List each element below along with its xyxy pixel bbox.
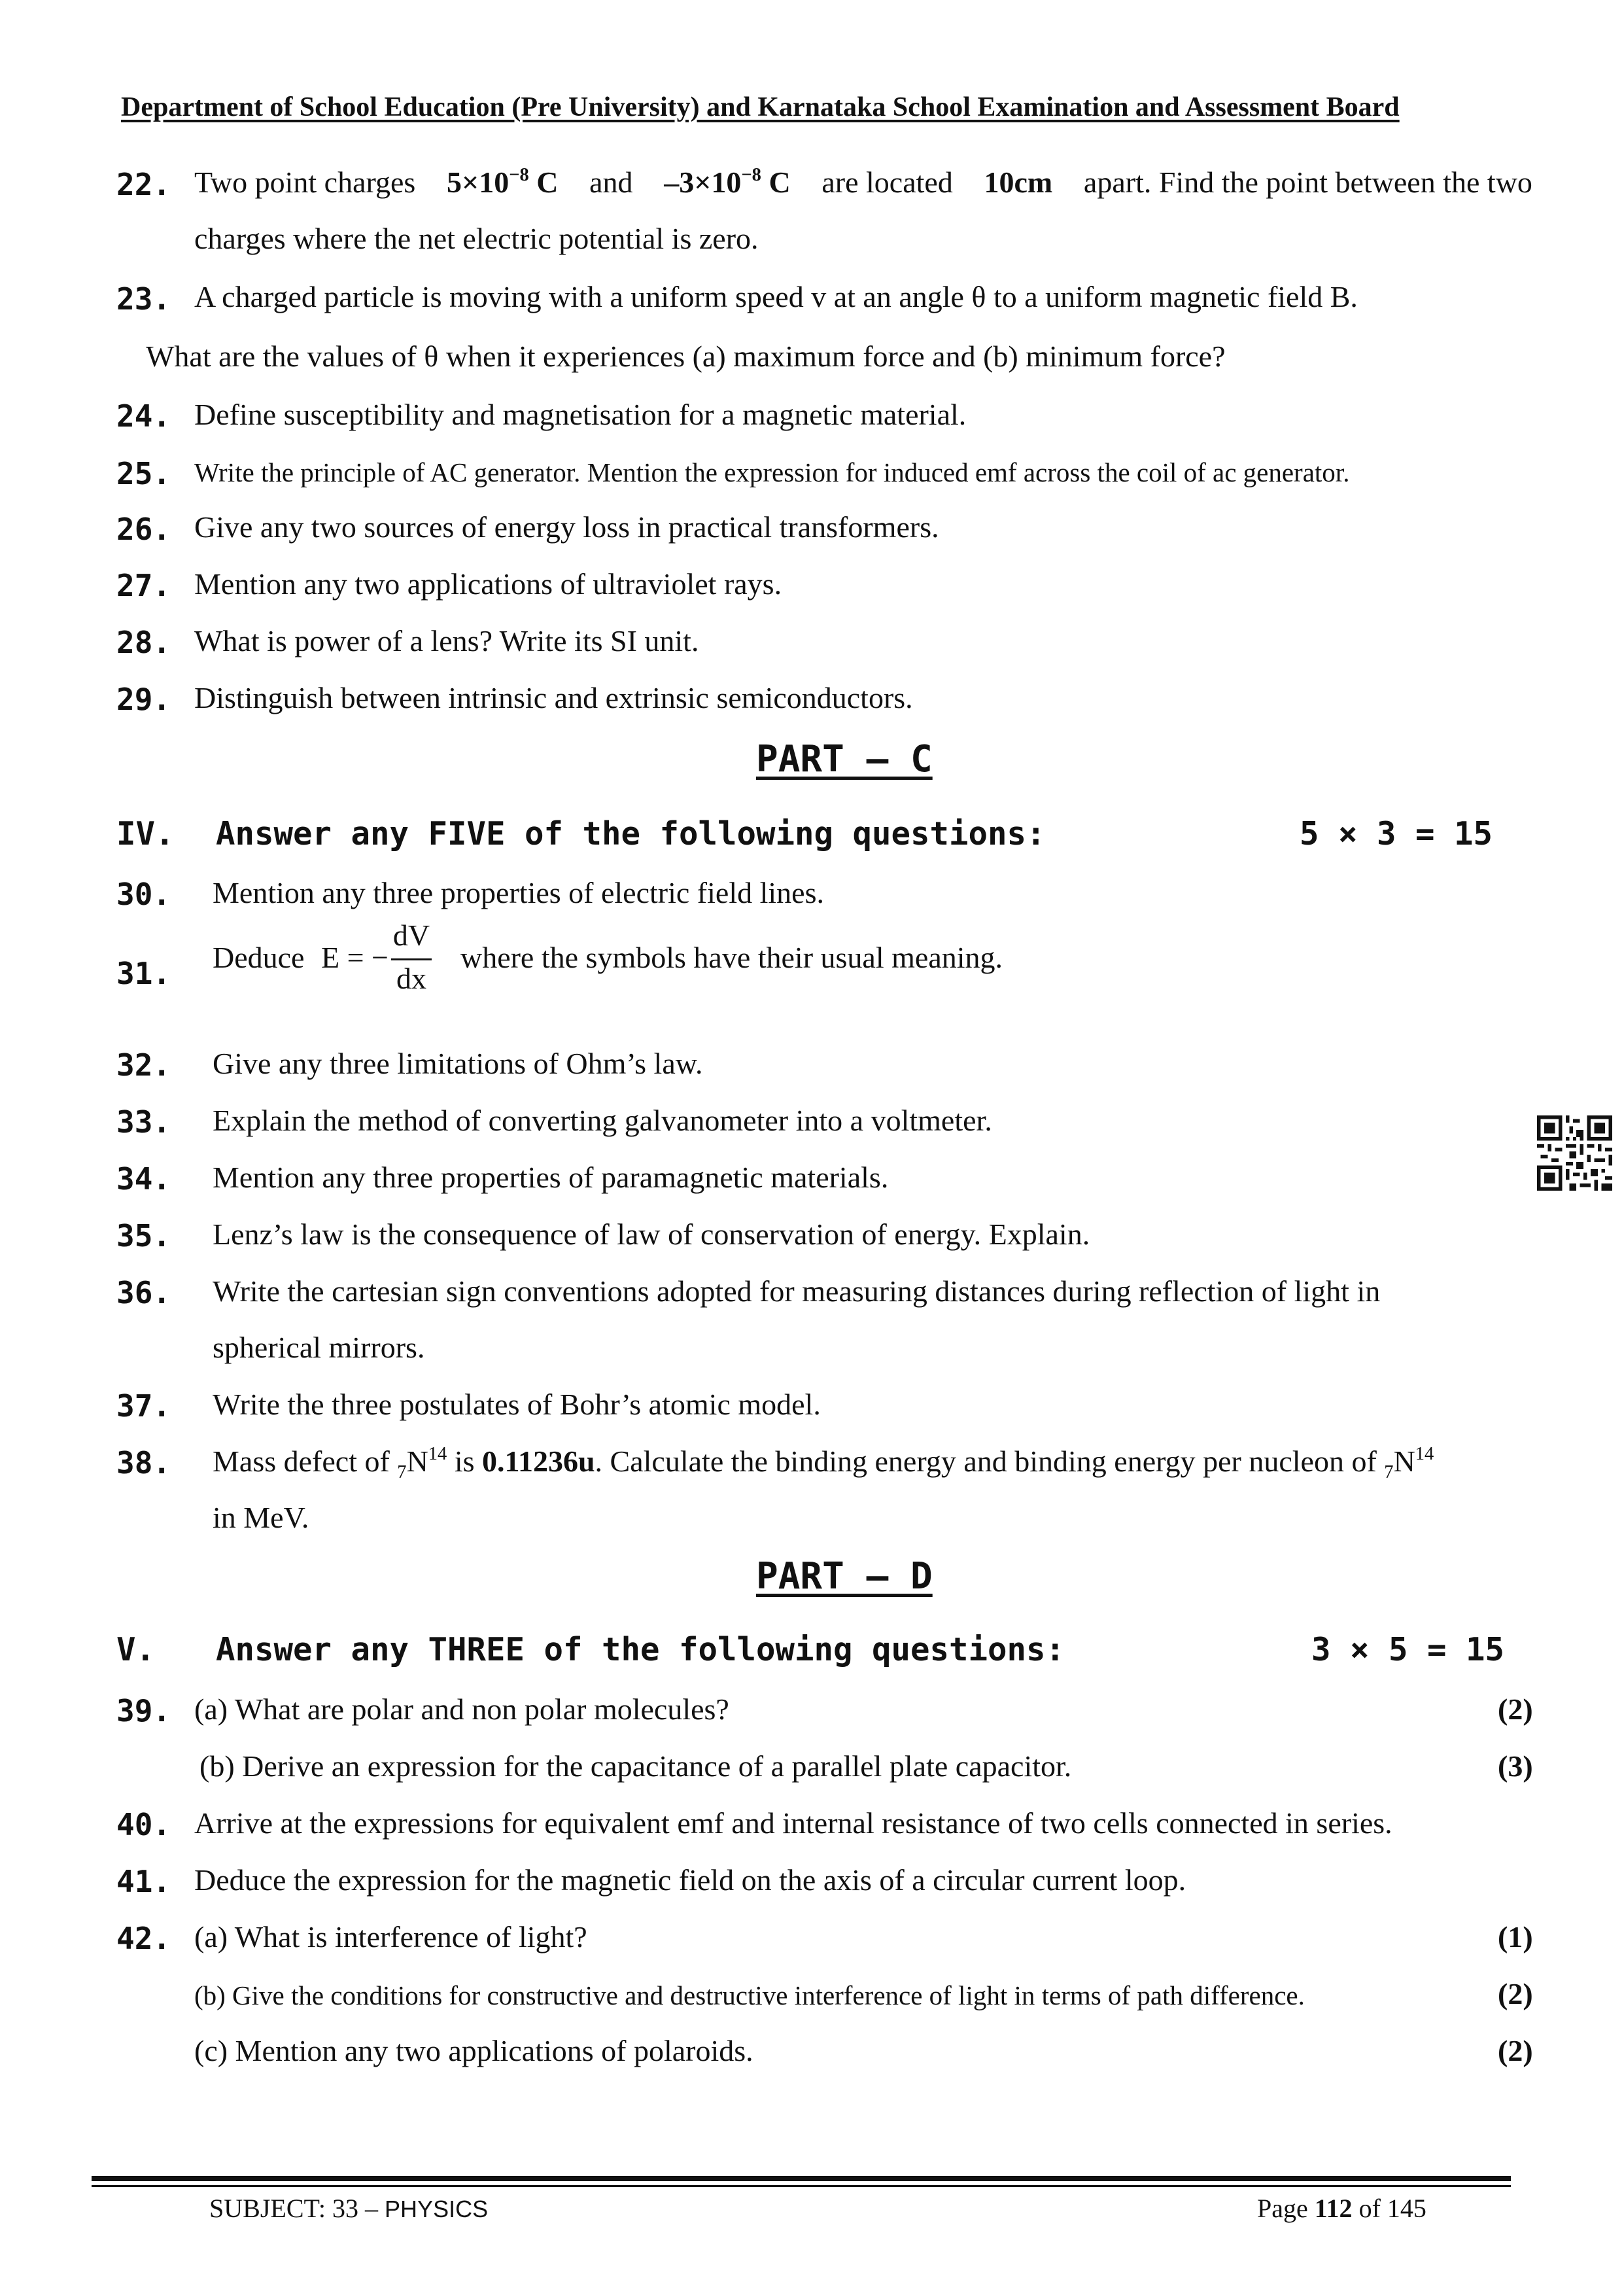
question-number: 37. <box>116 1388 171 1424</box>
question-number: 29. <box>116 682 171 717</box>
marks-badge: (2) <box>1498 1692 1533 1726</box>
element-symbol: N <box>1393 1445 1415 1478</box>
question-text: Mention any three properties of electric field lines. <box>213 876 824 909</box>
footer-subject <box>209 2193 488 2224</box>
question-31-text <box>213 915 1003 1000</box>
question-number: 42. <box>116 1921 171 1956</box>
distance-value: 10cm <box>984 166 1053 199</box>
charge-1 <box>447 165 558 200</box>
element-symbol: N <box>406 1445 428 1478</box>
question-number: 35. <box>116 1218 171 1253</box>
q31-post: where the symbols have their usual meaning. <box>460 940 1003 974</box>
question-text: Write the three postulates of Bohr’s atomic model. <box>213 1388 821 1421</box>
question-39a: (a) What are polar and non polar molecules? <box>194 1692 729 1726</box>
q31-lhs: E = − <box>320 940 389 974</box>
q22-text-d: apart. Find the point between the two <box>1076 166 1532 199</box>
question-number: 28. <box>116 625 171 660</box>
q22-text-c: are located <box>814 166 961 199</box>
mass-number: 14 <box>1415 1444 1434 1465</box>
question-number: 38. <box>116 1445 171 1480</box>
fraction-denominator: dx <box>396 962 426 995</box>
question-number: 25. <box>116 456 171 491</box>
charge-2-mantissa: –3×10 <box>664 166 742 199</box>
section-marks: 5 × 3 = 15 <box>1300 815 1493 852</box>
question-number: 33. <box>116 1104 171 1140</box>
qr-code-icon <box>1537 1115 1612 1191</box>
footer-rule-thin <box>92 2185 1511 2187</box>
question-text: Mention any three properties of paramagnetic materials. <box>213 1161 889 1194</box>
section-instruction: Answer any FIVE of the following questions: <box>216 815 1046 852</box>
question-23-line1: A charged particle is moving with a uniform speed v at an angle θ to a uniform magnetic field B. <box>194 280 1358 313</box>
question-number: 32. <box>116 1047 171 1083</box>
question-36-line1: Write the cartesian sign conventions adopted for measuring distances during reflection of light in <box>213 1274 1381 1308</box>
page-header: Department of School Education (Pre University) and Karnataka School Examination and Assessment Board <box>121 92 1400 122</box>
footer-page-suffix: of 145 <box>1352 2194 1426 2223</box>
footer-subject-prefix: SUBJECT: 33 – <box>209 2194 385 2223</box>
question-text: Distinguish between intrinsic and extrinsic semiconductors. <box>194 681 913 714</box>
question-42c: (c) Mention any two applications of polaroids. <box>194 2034 753 2067</box>
footer-page <box>1257 2193 1426 2224</box>
question-number: 22. <box>116 167 171 202</box>
charge-2-exponent: −8 <box>741 165 761 186</box>
part-d-title: PART – D <box>756 1555 933 1598</box>
question-number: 23. <box>116 281 171 317</box>
question-text: Deduce the expression for the magnetic field on the axis of a circular current loop. <box>194 1863 1186 1897</box>
question-number: 41. <box>116 1864 171 1899</box>
mass-number: 14 <box>428 1444 447 1465</box>
question-text: Define susceptibility and magnetisation for a magnetic material. <box>194 398 967 431</box>
question-number: 40. <box>116 1807 171 1842</box>
question-number: 24. <box>116 398 171 434</box>
question-text: Give any two sources of energy loss in practical transformers. <box>194 510 939 544</box>
q38-text-c: . Calculate the binding energy and binding energy per nucleon of <box>595 1445 1385 1478</box>
question-number: 36. <box>116 1275 171 1310</box>
charge-1-mantissa: 5×10 <box>446 166 510 199</box>
footer-page-number: 112 <box>1314 2194 1353 2223</box>
section-number: V. <box>116 1631 156 1668</box>
atomic-number: 7 <box>1384 1462 1394 1483</box>
footer-page-prefix: Page <box>1257 2194 1315 2223</box>
q31-pre: Deduce <box>213 940 312 974</box>
question-number: 27. <box>116 568 171 603</box>
question-22-line1 <box>194 165 1532 200</box>
question-text: Give any three limitations of Ohm’s law. <box>213 1047 703 1080</box>
section-number: IV. <box>116 815 175 852</box>
marks-badge: (2) <box>1498 1977 1533 2010</box>
fraction-bar <box>391 958 432 960</box>
charge-2-unit: C <box>761 166 791 199</box>
question-text: Mention any two applications of ultraviolet rays. <box>194 567 782 601</box>
question-38-line1 <box>213 1444 1434 1483</box>
question-22-line2: charges where the net electric potential is zero. <box>194 222 759 255</box>
question-23-line2: What are the values of θ when it experiences (a) maximum force and (b) minimum force? <box>146 340 1226 373</box>
question-text: Write the principle of AC generator. Mention the expression for induced emf across the coil of ac generator. <box>194 457 1350 487</box>
question-number: 30. <box>116 877 171 912</box>
marks-badge: (2) <box>1498 2034 1533 2067</box>
question-number: 31. <box>116 956 171 991</box>
question-number: 39. <box>116 1693 171 1728</box>
question-42a: (a) What is interference of light? <box>194 1920 587 1953</box>
footer-rule-thick <box>92 2176 1511 2181</box>
marks-badge: (3) <box>1498 1749 1533 1783</box>
question-42b: (b) Give the conditions for constructive and destructive interference of light in terms of path difference. <box>194 1980 1305 2010</box>
footer-subject-name: PHYSICS <box>385 2196 489 2222</box>
question-text: Lenz’s law is the consequence of law of conservation of energy. Explain. <box>213 1218 1090 1251</box>
question-number: 34. <box>116 1161 171 1197</box>
question-text: Arrive at the expressions for equivalent emf and internal resistance of two cells connected in series. <box>194 1806 1392 1840</box>
question-text: What is power of a lens? Write its SI unit. <box>194 624 699 657</box>
question-text: Explain the method of converting galvanometer into a voltmeter. <box>213 1104 992 1137</box>
question-number: 26. <box>116 512 171 547</box>
fraction-numerator: dV <box>392 919 430 952</box>
q38-text-a: Mass defect of <box>213 1445 398 1478</box>
section-marks: 3 × 5 = 15 <box>1311 1631 1505 1668</box>
fraction <box>389 918 434 996</box>
question-39b: (b) Derive an expression for the capacitance of a parallel plate capacitor. <box>199 1749 1072 1783</box>
q22-text-a: Two point charges <box>194 166 423 199</box>
section-instruction: Answer any THREE of the following questions: <box>216 1631 1065 1668</box>
mass-defect-value: 0.11236u <box>482 1445 595 1478</box>
question-38-line2: in MeV. <box>213 1501 309 1534</box>
part-c-title: PART – C <box>756 738 933 780</box>
q38-text-b: is <box>447 1445 482 1478</box>
question-36-line2: spherical mirrors. <box>213 1331 425 1364</box>
charge-2 <box>664 165 790 200</box>
charge-1-exponent: −8 <box>509 165 529 186</box>
atomic-number: 7 <box>397 1462 407 1483</box>
charge-1-unit: C <box>528 166 559 199</box>
q22-text-b: and <box>581 166 641 199</box>
marks-badge: (1) <box>1498 1920 1533 1953</box>
